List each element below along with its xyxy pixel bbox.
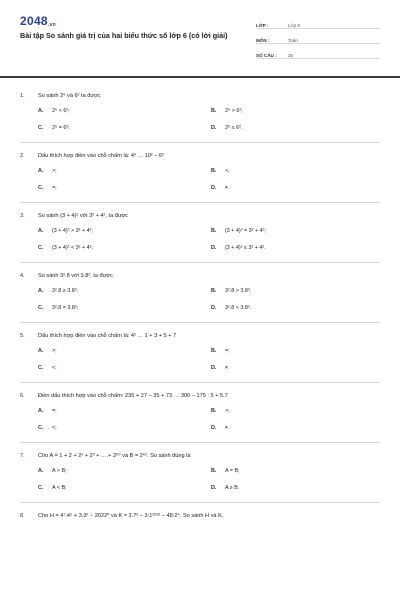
question-number: 1.: [20, 93, 25, 99]
question-6: [20, 392, 380, 443]
meta-row-count: [256, 47, 380, 59]
option-letter: C.: [38, 245, 44, 251]
option-a[interactable]: [38, 347, 211, 356]
question-text: Cho A = 1 + 2 + 2² + 2³ + ….+ 2⁶⁰ và B = 2⁶¹. So sánh đúng là: [38, 453, 191, 459]
option-d[interactable]: [211, 124, 384, 133]
option-b[interactable]: [211, 227, 384, 236]
option-b[interactable]: [211, 167, 384, 176]
question-number: 6.: [20, 393, 25, 399]
option-a[interactable]: [38, 107, 211, 116]
option-letter: D.: [211, 365, 217, 371]
option-b[interactable]: [211, 287, 384, 296]
option-text: >;: [225, 408, 230, 414]
meta-info: [256, 17, 380, 76]
meta-label-class: LỚP :: [256, 23, 269, 28]
meta-label-subject: MÔN :: [256, 38, 270, 43]
option-letter: C.: [38, 485, 44, 491]
option-text: (3 + 4)² > 3² + 4²;: [52, 228, 93, 234]
option-letter: A.: [38, 228, 44, 234]
option-d[interactable]: [211, 244, 384, 253]
option-text: 2⁶ > 6²;: [225, 108, 243, 114]
option-text: <;: [52, 365, 57, 371]
option-text: A ≥ B.: [225, 485, 240, 491]
option-d[interactable]: [211, 304, 384, 313]
option-a[interactable]: [38, 407, 211, 416]
option-letter: A.: [38, 288, 44, 294]
option-text: =;: [52, 408, 57, 414]
option-c[interactable]: [38, 124, 211, 133]
question-text: So sánh 2⁶ và 6² ta được: [38, 93, 101, 99]
header-left: [20, 14, 252, 76]
option-letter: C.: [38, 365, 44, 371]
option-d[interactable]: [211, 424, 384, 433]
option-letter: A.: [38, 108, 44, 114]
option-letter: B.: [211, 288, 217, 294]
option-letter: D.: [211, 305, 217, 311]
option-text: ≠.: [225, 185, 230, 191]
option-text: A = B;: [225, 468, 240, 474]
option-letter: B.: [211, 408, 217, 414]
option-text: 3².8 ≥ 3.8²;: [52, 288, 79, 294]
option-letter: C.: [38, 305, 44, 311]
meta-value-subject: Toán: [288, 38, 298, 43]
question-number: 2.: [20, 153, 25, 159]
option-a[interactable]: [38, 467, 211, 476]
meta-row-subject: [256, 32, 380, 44]
question-header: [20, 392, 380, 401]
option-text: 3².8 < 3.8².: [225, 305, 252, 311]
option-letter: A.: [38, 468, 44, 474]
option-letter: D.: [211, 125, 217, 131]
option-d[interactable]: [211, 484, 384, 493]
question-header: [20, 452, 380, 461]
meta-value-count: 25: [288, 53, 294, 58]
meta-row-class: [256, 17, 380, 29]
question-text: So sánh 3².8 với 3.8², ta được: [38, 273, 113, 279]
option-a[interactable]: [38, 287, 211, 296]
question-8: [20, 512, 380, 536]
question-number: 3.: [20, 213, 25, 219]
option-letter: C.: [38, 185, 44, 191]
option-b[interactable]: [211, 107, 384, 116]
option-letter: A.: [38, 348, 44, 354]
question-text: Cho H = 4⁷.4⁵ + 3.3² − 2022⁰ và K = 3.7² − 3:1²⁰²² − 48:2⁴. So sánh H và K.: [38, 513, 224, 519]
question-header: [20, 332, 380, 341]
question-number: 5.: [20, 333, 25, 339]
option-text: =;: [225, 348, 230, 354]
option-text: 2⁶ < 6²;: [52, 108, 70, 114]
option-letter: B.: [211, 108, 217, 114]
option-text: 2⁶ ≤ 6².: [225, 125, 243, 131]
option-b[interactable]: [211, 347, 384, 356]
answer-options: [20, 167, 380, 193]
option-text: >;: [52, 168, 57, 174]
option-text: ≠.: [225, 365, 230, 371]
option-letter: B.: [211, 168, 217, 174]
question-number: 4.: [20, 273, 25, 279]
option-c[interactable]: [38, 184, 211, 193]
option-c[interactable]: [38, 304, 211, 313]
answer-options: [20, 467, 380, 493]
logo-main: 2048: [20, 14, 48, 28]
meta-value-class: Lớp 6: [288, 23, 300, 28]
question-number: 8.: [20, 513, 25, 519]
option-text: 3².8 > 3.8²;: [225, 288, 252, 294]
logo-suffix: .vn: [47, 22, 57, 28]
answer-options: [20, 227, 380, 253]
option-text: (3 + 4)² = 3² + 4²;: [225, 228, 266, 234]
question-header: [20, 212, 380, 221]
option-b[interactable]: [211, 467, 384, 476]
question-text: Điền dấu thích hợp vào chỗ chấm: 235 + 27 − 35 + 73 … 300 − 175 : 5 + 5.7: [38, 393, 228, 399]
option-text: ≠.: [225, 425, 230, 431]
question-list: [20, 78, 380, 536]
option-text: (3 + 4)² < 3² + 4²;: [52, 245, 93, 251]
answer-options: [20, 407, 380, 433]
option-text: >;: [52, 348, 57, 354]
answer-options: [20, 107, 380, 133]
option-letter: D.: [211, 425, 217, 431]
option-text: <;: [52, 425, 57, 431]
question-3: [20, 212, 380, 263]
option-c[interactable]: [38, 364, 211, 373]
question-header: [20, 152, 380, 161]
question-4: [20, 272, 380, 323]
option-text: A > B;: [52, 468, 67, 474]
question-1: [20, 92, 380, 143]
question-header: [20, 92, 380, 101]
option-letter: D.: [211, 245, 217, 251]
option-d[interactable]: [211, 184, 384, 193]
option-text: =;: [52, 185, 57, 191]
site-logo[interactable]: [20, 14, 252, 28]
option-c[interactable]: [38, 484, 211, 493]
meta-label-count: SỐ CÂU :: [256, 53, 277, 58]
option-letter: C.: [38, 125, 44, 131]
question-header: [20, 272, 380, 281]
question-2: [20, 152, 380, 203]
document-title: Bài tập So sánh giá trị của hai biểu thức số lớp 6 (có lời giải): [20, 31, 228, 40]
question-header: [20, 512, 380, 521]
option-letter: D.: [211, 185, 217, 191]
option-letter: C.: [38, 425, 44, 431]
option-letter: B.: [211, 348, 217, 354]
answer-options: [20, 287, 380, 313]
option-d[interactable]: [211, 364, 384, 373]
option-c[interactable]: [38, 424, 211, 433]
option-c[interactable]: [38, 244, 211, 253]
option-text: <;: [225, 168, 230, 174]
option-text: A < B;: [52, 485, 67, 491]
question-5: [20, 332, 380, 383]
option-a[interactable]: [38, 227, 211, 236]
option-text: (3 + 4)² ≤ 3² + 4².: [225, 245, 266, 251]
question-text: So sánh (3 + 4)² với 3² + 4², ta được: [38, 213, 129, 219]
option-letter: A.: [38, 168, 44, 174]
option-text: 2⁶ = 6²;: [52, 125, 70, 131]
option-letter: A.: [38, 408, 44, 414]
option-letter: B.: [211, 228, 217, 234]
page-header: [20, 14, 380, 76]
question-text: Dấu thích hợp điền vào chỗ chấm là: 4³ … 10² − 6²: [38, 153, 165, 159]
option-text: 3².8 = 3.8²;: [52, 305, 79, 311]
option-letter: D.: [211, 485, 217, 491]
answer-options: [20, 347, 380, 373]
option-a[interactable]: [38, 167, 211, 176]
option-b[interactable]: [211, 407, 384, 416]
question-7: [20, 452, 380, 503]
question-text: Dấu thích hợp điền vào chỗ chấm là: 4² … 1 + 3 + 5 + 7: [38, 333, 177, 339]
option-letter: B.: [211, 468, 217, 474]
question-number: 7.: [20, 453, 25, 459]
